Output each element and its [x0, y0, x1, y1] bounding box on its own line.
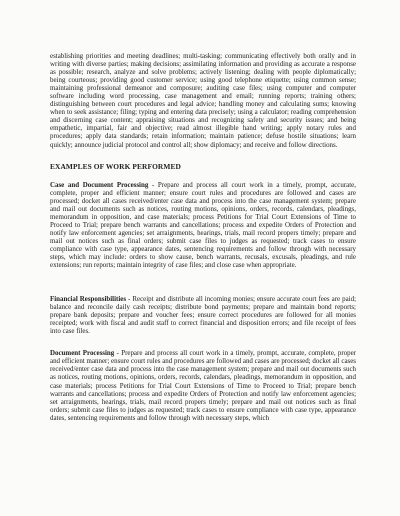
- document-processing-body: - Prepare and process all court work in a timely, prompt, accurate, complete, proper and efficient manner; ensure court rules and procedures are followed and cases are processed; docket all cases received/enter case data and process into the case management system; prepare and mail out documents such as notices, routing motions, opinions, orders, records, calendars, pleadings, memorandum in opposition, and case materials; process Petitions for Trial Court Extensions of Time to Proceed to Trial; prepare bench warrants and cancellations; process and expedite Orders of Protection and notify law enforcement agencies; set arraignments, hearings, trials, mail record propers timely; prepare and mail out notices such as final orders; submit case files to judges as requested; track cases to ensure compliance with case type, appearance dates, sentencing requirements and follow through with necessary steps, which: [50, 349, 356, 422]
- financial-responsibilities-body: - Receipt and distribute all incoming monies; ensure accurate court fees are paid; balance and reconcile daily cash receipts; distribute bond payments; prepare and maintain bond reports; prepare bank deposits; prepare and voucher fees; ensure correct procedures are followed for all monies receipted; work with fiscal and audit staff to correct financial and disposition errors; and file receipt of fees into case files.: [50, 295, 356, 336]
- financial-responsibilities-title: Financial Responsibilities: [50, 295, 127, 304]
- case-document-processing-paragraph: [50, 181, 356, 270]
- intro-paragraph: establishing priorities and meeting deadlines; multi-tasking; communicating effectively both orally and in writing with diverse parties; making decisions; assimilating information and providing as accurate a response as possible; research, analyze and solve problems; actively listening; dealing with people diplomatically; being courteous; providing good customer service; using good telephone etiquette; using common sense; maintaining professional demeanor and composure; auditing case files; using computer and computer software including word processing, case management and email; running reports; training others; distinguishing between court procedures and legal advice; handling money and calculating sums; knowing when to seek assistance; filing; typing and entering data precisely; using a calculator; reading comprehension and discerning case content; appraising situations and recognizing safety and security issues; and being empathetic, impartial, fair and objective; read almost illegible hand writing; apply notary rules and procedures; apply data standards; retain information; maintain patience; defuse hostile situations; learn quickly; announce judicial protocol and control all; show diplomacy; and receive and follow directions.: [50, 52, 356, 149]
- document-processing-title: Document Processing: [50, 349, 115, 358]
- case-document-processing-body: - Prepare and process all court work in a timely, prompt, accurate, complete, proper and efficient manner; ensure court rules and procedures are followed and cases are processed; docket all cases received/enter case data and process into the case management system; prepare and mail out documents such as notices, routing motions, opinions, orders, records, calendars, pleadings, memorandum in opposition, and case materials; process Petitions for Trial Court Extensions of Time to Proceed to Trial; prepare bench warrants and cancellations; process and expedite Orders of Protection and notify law enforcement agencies; set arraignments, hearings, trials, mail record propers timely; prepare and mail out notices such as final orders; submit case files to judges as requested; track cases to ensure compliance with case type, appearance dates, sentencing requirements and follow through with necessary steps, which may include: orders to show cause, bench warrants, recusals, excusals, pleadings, and rule extensions; run reports; maintain integrity of case files; and close case when appropriate.: [50, 180, 356, 270]
- document-processing-paragraph: [50, 349, 356, 421]
- section-heading: EXAMPLES OF WORK PERFORMED: [50, 161, 181, 171]
- case-document-processing-title: Case and Document Processing: [50, 180, 149, 189]
- financial-responsibilities-paragraph: [50, 295, 356, 335]
